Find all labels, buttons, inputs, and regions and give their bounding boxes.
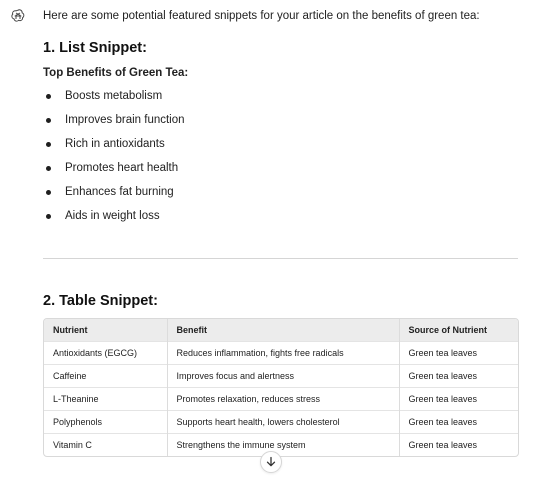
list-snippet-title: Top Benefits of Green Tea:	[43, 67, 189, 79]
list-item-label: Promotes heart health	[65, 162, 179, 174]
table-cell: Green tea leaves	[399, 434, 518, 457]
list-item	[43, 110, 185, 134]
table-cell: Polyphenols	[44, 411, 167, 434]
list-item-label: Enhances fat burning	[65, 186, 174, 198]
table-cell: Improves focus and alertness	[167, 365, 399, 388]
list-item	[43, 206, 185, 230]
table-header-row	[44, 319, 518, 342]
column-header-nutrient: Nutrient	[44, 319, 167, 342]
table-row	[44, 434, 518, 457]
openai-logo-icon	[10, 8, 26, 24]
table-cell: Promotes relaxation, reduces stress	[167, 388, 399, 411]
scroll-to-bottom-button[interactable]	[260, 451, 282, 473]
section-divider	[43, 258, 518, 259]
nutrient-table	[44, 319, 518, 456]
table-row	[44, 388, 518, 411]
list-item	[43, 134, 185, 158]
list-item-label: Improves brain function	[65, 114, 185, 126]
table-row	[44, 365, 518, 388]
bullet-icon	[46, 118, 51, 123]
column-header-benefit: Benefit	[167, 319, 399, 342]
bullet-icon	[46, 94, 51, 99]
table-cell: L-Theanine	[44, 388, 167, 411]
table-cell: Strengthens the immune system	[167, 434, 399, 457]
bullet-icon	[46, 190, 51, 195]
table-row	[44, 411, 518, 434]
list-item-label: Aids in weight loss	[65, 210, 160, 222]
arrow-down-icon	[265, 456, 277, 468]
bullet-icon	[46, 142, 51, 147]
table-cell: Green tea leaves	[399, 388, 518, 411]
bullet-icon	[46, 166, 51, 171]
column-header-source: Source of Nutrient	[399, 319, 518, 342]
table-cell: Caffeine	[44, 365, 167, 388]
table-row	[44, 342, 518, 365]
table-cell: Antioxidants (EGCG)	[44, 342, 167, 365]
table-cell: Green tea leaves	[399, 365, 518, 388]
table-cell: Reduces inflammation, fights free radicals	[167, 342, 399, 365]
list-item	[43, 182, 185, 206]
list-snippet-heading: 1. List Snippet:	[43, 40, 147, 56]
bullet-icon	[46, 214, 51, 219]
table-cell: Supports heart health, lowers cholesterol	[167, 411, 399, 434]
list-item	[43, 86, 185, 110]
nutrient-table-container	[43, 318, 519, 457]
table-snippet-heading: 2. Table Snippet:	[43, 293, 158, 309]
list-item	[43, 158, 185, 182]
table-cell: Green tea leaves	[399, 342, 518, 365]
list-item-label: Boosts metabolism	[65, 90, 163, 102]
intro-text: Here are some potential featured snippets for your article on the benefits of green tea:	[43, 10, 480, 22]
table-cell: Vitamin C	[44, 434, 167, 457]
table-cell: Green tea leaves	[399, 411, 518, 434]
list-item-label: Rich in antioxidants	[65, 138, 165, 150]
benefits-list	[43, 86, 185, 230]
